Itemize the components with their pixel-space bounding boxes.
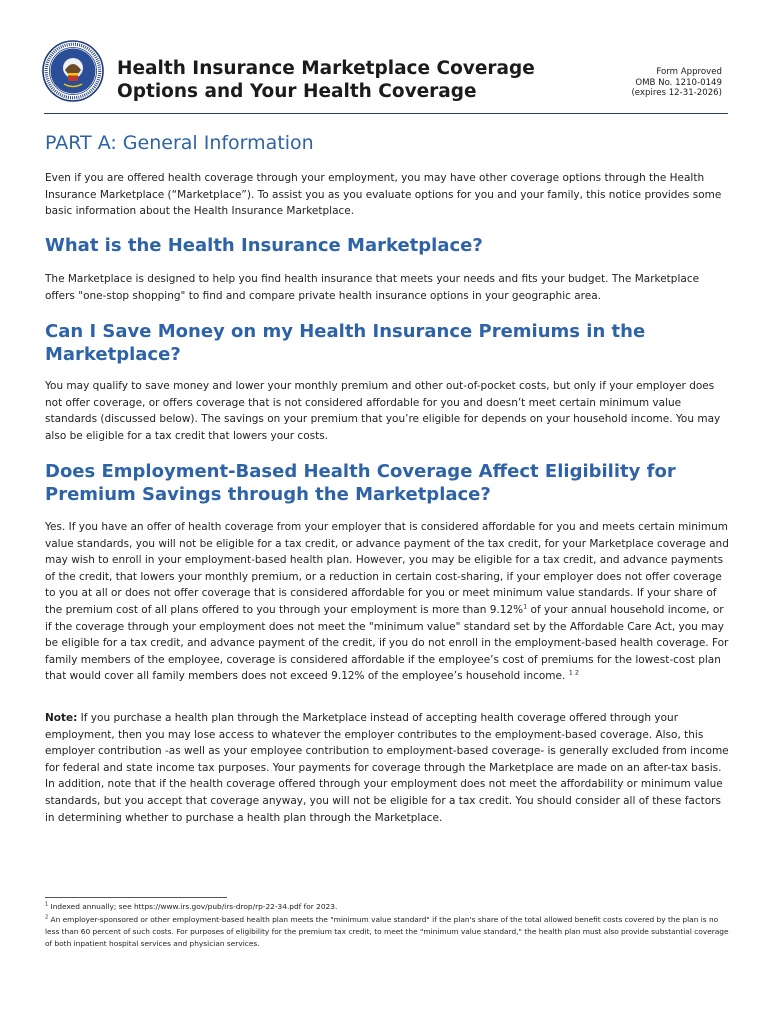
- document-title: [117, 57, 557, 103]
- footnote-2-text: An employer-sponsored or other employment-based health plan meets the "minimum value standard" if the plan's share of the total allowed benefit costs covered by the plan is no less than 60 percent of such costs. For purposes of eligibility for the premium tax credit, to meet the "minimum value standard," the health plan must also provide substantial coverage of both inpatient hospital services and physician services.: [45, 915, 729, 948]
- what-is-marketplace-heading: What is the Health Insurance Marketplace?: [45, 235, 483, 256]
- employment-coverage-heading: Does Employment-Based Health Coverage Affect Eligibility for Premium Savings through the Marketplace?: [45, 461, 676, 505]
- footnote-1: [45, 901, 731, 913]
- employment-coverage-paragraph: [45, 519, 731, 685]
- employment-paragraph-part-2: of your annual household income, or if the coverage through your employment does not meet the "minimum value" standard set by the Affordable Care Act, you may be eligible for a tax credit, and advance payment of the credit, if you do not enroll in the employment-based health coverage. For family members of the employee, coverage is considered affordable if the employee’s cost of premiums for the lowest-cost plan that would cover all family members does not exceed 9.12% of the employee’s household income.: [45, 603, 729, 683]
- note-text: If you purchase a health plan through the Marketplace instead of accepting health coverage offered through your employment, then you may lose access to whatever the employer contributes to the employment-based coverage. Also, this employer contribution -as well as your employee contribution to employment-based coverage- is generally excluded from income for federal and state income tax purposes. Your payments for coverage through the Marketplace are made on an after-tax basis. In addition, note that if the health coverage offered through your employment does not meet the affordability or minimum value standards, but you accept that coverage anyway, you will not be eligible for a tax credit. You should consider all of these factors in determining whether to purchase a health plan through the Marketplace.: [45, 712, 729, 824]
- footnote-divider: [45, 897, 227, 898]
- save-money-paragraph: You may qualify to save money and lower your monthly premium and other out-of-pocket costs, but only if your employer does not offer coverage, or offers coverage that is not considered affordable for you and doesn’t meet certain minimum value standards (discussed below). The savings on your premium that you’re eligible for depends on your household income. You may also be eligible for a tax credit that lowers your costs.: [45, 380, 721, 442]
- footnote-2: [45, 914, 731, 950]
- omb-number: OMB No. 1210-0149: [635, 77, 722, 88]
- note-label: Note:: [45, 712, 78, 724]
- omb-approval-block: [572, 67, 722, 99]
- document-title-line-2: Options and Your Health Coverage: [117, 81, 477, 102]
- department-of-labor-seal-icon: [42, 40, 104, 102]
- save-money-heading: Can I Save Money on my Health Insurance Premiums in the Marketplace?: [45, 321, 646, 365]
- note-paragraph: [45, 710, 731, 826]
- footnote-ref-1-2: 1 2: [568, 668, 580, 677]
- header-divider: [44, 113, 728, 114]
- footnote-2-mark: 2: [45, 914, 49, 921]
- employment-paragraph-part-1: Yes. If you have an offer of health coverage from your employer that is considered affordable for you and meets certain minimum value standards, you will not be eligible for a tax credit, or advance payment of the tax credit, for your Marketplace coverage and may wish to enroll in your employment-based health plan. However, you may be eligible for a tax credit, and advance payments of the credit, that lowers your monthly premium, or a reduction in certain cost-sharing, if your employer does not offer coverage to you at all or does not offer coverage that is considered affordable for you or meet minimum value standards. If your share of the premium cost of all plans offered to you through your employment is more than 9.12%: [45, 521, 729, 616]
- part-a-paragraph: Even if you are offered health coverage through your employment, you may have other coverage options through the Health Insurance Marketplace (“Marketplace”). To assist you as you evaluate options for you and your family, this notice provides some basic information about the Health Insurance Marketplace.: [45, 172, 722, 218]
- footnote-1-mark: 1: [45, 901, 49, 908]
- document-title-line-1: Health Insurance Marketplace Coverage: [117, 58, 535, 79]
- footnote-ref-1: 1: [523, 602, 528, 611]
- footnote-1-text: Indexed annually; see https://www.irs.gov/pub/irs-drop/rp-22-34.pdf for 2023.: [48, 902, 338, 911]
- omb-expiration: (expires 12-31-2026): [631, 88, 722, 99]
- what-is-marketplace-paragraph: The Marketplace is designed to help you find health insurance that meets your needs and fits your budget. The Marketplace offers "one-stop shopping" to find and compare private health insurance options in your geographic area.: [45, 273, 700, 302]
- part-a-heading: PART A: General Information: [45, 132, 314, 154]
- form-approved-text: Form Approved: [656, 67, 722, 77]
